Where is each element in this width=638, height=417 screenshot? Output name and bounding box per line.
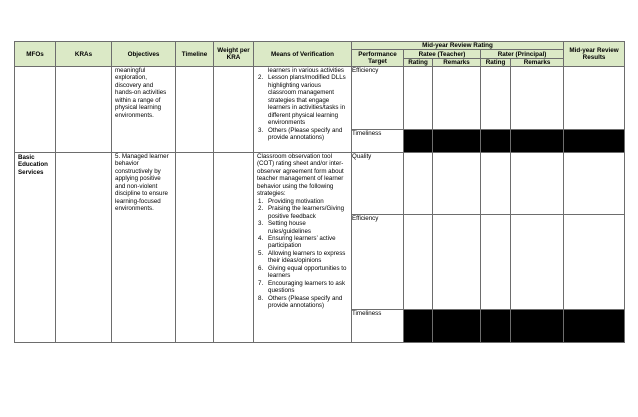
- kra-cell: [56, 67, 112, 153]
- header-kras: KRAs: [56, 42, 112, 67]
- rating-cell: [404, 67, 433, 130]
- means-cell: [254, 67, 352, 153]
- blocked-cell: [511, 310, 564, 343]
- rating-cell: [481, 215, 511, 310]
- target-efficiency: Efficiency: [352, 67, 404, 130]
- header-midyear-review-rating: Mid-year Review Rating: [352, 42, 564, 50]
- header-performance-target: Performance Target: [352, 50, 404, 67]
- blocked-cell: [404, 310, 433, 343]
- means-intro: learners in various activities: [268, 67, 344, 74]
- means-item: 6. Giving equal opportunities to learners: [258, 264, 347, 280]
- means-item: 1. Providing motivation: [258, 197, 324, 205]
- means-item: 2. Lesson plans/modified DLLs highlighting various classroom management strategies that engage learners in activities/tasks in different physical learning environments: [258, 74, 346, 127]
- header-means-of-verification: Means of Verification: [254, 42, 352, 67]
- blocked-cell: [511, 130, 564, 153]
- results-cell: [564, 153, 625, 215]
- header-ratee-rating: Rating: [404, 59, 433, 67]
- mfo-cell: [15, 153, 56, 343]
- blocked-cell: [564, 310, 625, 343]
- means-item: 7. Encouraging learners to ask questions: [258, 279, 346, 295]
- header-ratee-remarks: Remarks: [433, 59, 481, 67]
- objective-cell: [112, 67, 176, 153]
- header-timeline: Timeline: [176, 42, 214, 67]
- header-rater: Rater (Principal): [481, 50, 564, 59]
- blocked-cell: [481, 130, 511, 153]
- rating-cell: [481, 67, 511, 130]
- header-rater-remarks: Remarks: [511, 59, 564, 67]
- header-weight: Weight per KRA: [214, 42, 254, 67]
- target-timeliness: Timeliness: [352, 130, 404, 153]
- remarks-cell: [433, 153, 481, 215]
- means-item: 2. Praising the learners/Giving positive feedback: [258, 205, 345, 220]
- rating-cell: [481, 153, 511, 215]
- weight-cell: [214, 153, 254, 343]
- target-timeliness: Timeliness: [352, 310, 404, 343]
- kra-table: [14, 41, 625, 343]
- timeline-cell: [176, 67, 214, 153]
- header-midyear-review-results: Mid-year Review Results: [564, 42, 625, 67]
- remarks-cell: [511, 153, 564, 215]
- blocked-cell: [481, 310, 511, 343]
- timeline-cell: [176, 153, 214, 343]
- objective-text: meaningful exploration, discovery and hands-on activities within a range of physical learning environments.: [115, 67, 167, 119]
- table-row: [15, 67, 625, 130]
- blocked-cell: [404, 130, 433, 153]
- objective-cell: [112, 153, 176, 343]
- weight-cell: [214, 67, 254, 153]
- header-row-1: [15, 42, 625, 50]
- blocked-cell: [433, 130, 481, 153]
- means-item: 3. Setting house rules/guidelines: [258, 220, 311, 235]
- blocked-cell: [433, 310, 481, 343]
- header-mfos: MFOs: [15, 42, 56, 67]
- means-cell: [254, 153, 352, 343]
- remarks-cell: [433, 67, 481, 130]
- results-cell: [564, 67, 625, 130]
- table-row: [15, 153, 625, 215]
- target-quality: Quality: [352, 153, 404, 215]
- remarks-cell: [511, 215, 564, 310]
- kra-cell: [56, 153, 112, 343]
- remarks-cell: [511, 67, 564, 130]
- target-efficiency: Efficiency: [352, 215, 404, 310]
- mfo-cell: [15, 67, 56, 153]
- means-intro: Classroom observation tool (COT) rating sheet and/or inter-observer agreement form about teacher management of learner behavior using the following strategies:: [257, 153, 344, 198]
- remarks-cell: [433, 215, 481, 310]
- blocked-cell: [564, 130, 625, 153]
- objective-text: 5. Managed learner behavior constructively by applying positive and non-violent discipline to ensure learning-focused environments.: [115, 153, 169, 213]
- header-ratee: Ratee (Teacher): [404, 50, 481, 59]
- header-rater-rating: Rating: [481, 59, 511, 67]
- means-item: 8. Others (Please specify and provide annotations): [258, 294, 343, 310]
- header-objectives: Objectives: [112, 42, 176, 67]
- means-item: 4. Ensuring learners’ active participation: [258, 234, 336, 250]
- means-item: 3. Others (Please specify and provide annotations): [258, 126, 343, 142]
- mfo-label: Basic Education Services: [18, 154, 48, 176]
- rating-cell: [404, 215, 433, 310]
- results-cell: [564, 215, 625, 310]
- rating-cell: [404, 153, 433, 215]
- means-item: 5. Allowing learners to express their ideas/opinions: [258, 249, 346, 265]
